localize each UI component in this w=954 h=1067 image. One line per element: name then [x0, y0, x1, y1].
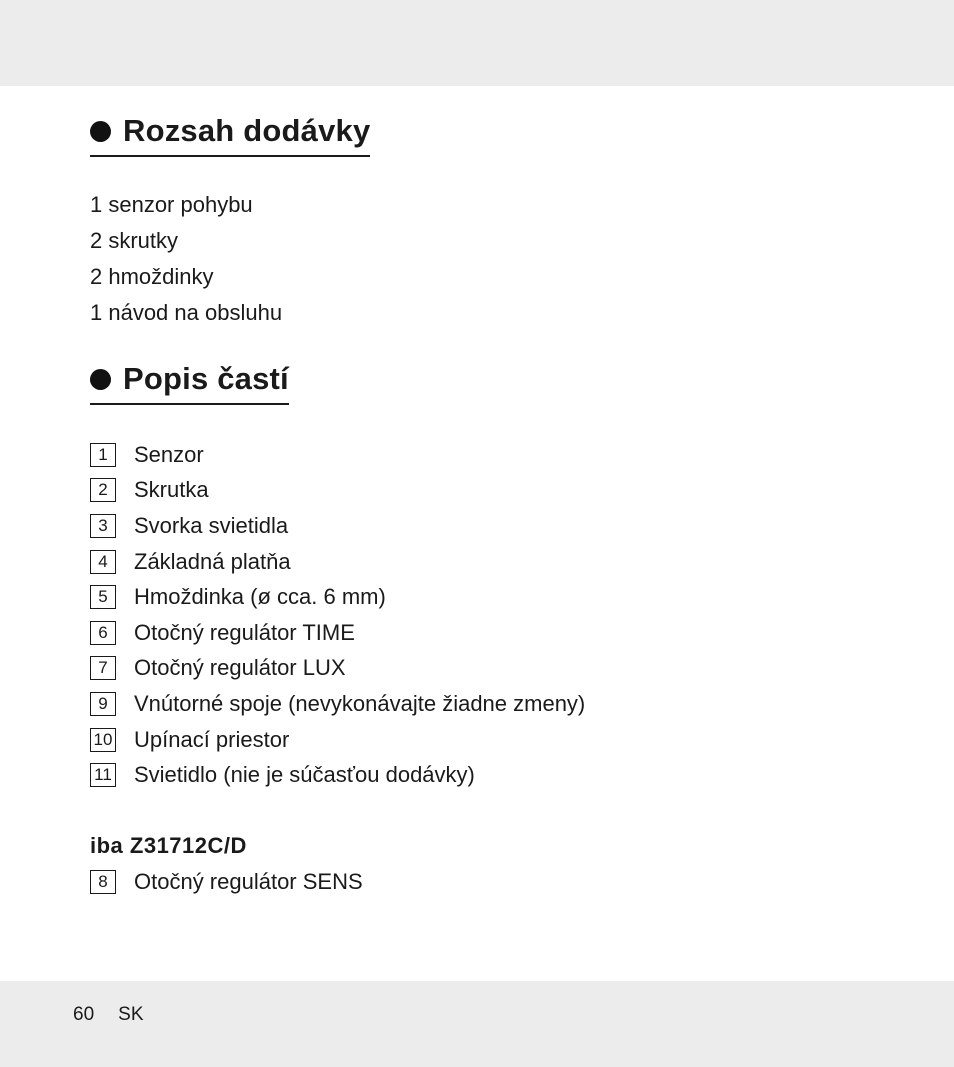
- part-item: [90, 544, 585, 580]
- part-number: 6: [90, 621, 116, 645]
- part-item: [90, 864, 363, 900]
- variant-parts-list: [90, 864, 363, 900]
- bullet-icon: [90, 369, 111, 390]
- footer: [73, 1002, 144, 1028]
- variant-title: iba Z31712C/D: [90, 833, 247, 858]
- header-band: [0, 0, 954, 86]
- parts-heading: [90, 359, 289, 405]
- part-number: 7: [90, 656, 116, 680]
- delivery-title: Rozsah dodávky: [123, 113, 371, 148]
- part-item: [90, 473, 585, 509]
- part-label: Skrutka: [134, 477, 209, 503]
- part-item: [90, 686, 585, 722]
- part-label: Svietidlo (nie je súčasťou dodávky): [134, 762, 475, 788]
- language-code: SK: [118, 1004, 144, 1025]
- part-number: 1: [90, 443, 116, 467]
- bullet-icon: [90, 121, 111, 142]
- part-label: Svorka svietidla: [134, 512, 289, 538]
- part-item: [90, 757, 585, 793]
- part-item: [90, 508, 585, 544]
- part-number: 11: [90, 763, 116, 787]
- part-number: 9: [90, 692, 116, 716]
- part-item: [90, 722, 585, 758]
- part-item: [90, 437, 585, 473]
- part-label: Senzor: [134, 441, 204, 467]
- page-number: 60: [73, 1004, 95, 1025]
- part-item: [90, 579, 585, 615]
- delivery-item: 1 návod na obsluhu: [90, 300, 283, 325]
- part-label: Hmoždinka (ø cca. 6 mm): [134, 584, 386, 610]
- part-label: Vnútorné spoje (nevykonávajte žiadne zmeny): [134, 690, 586, 716]
- delivery-item: 2 hmoždinky: [90, 264, 214, 289]
- delivery-item: 2 skrutky: [90, 228, 179, 253]
- part-number: 8: [90, 870, 116, 894]
- part-label: Otočný regulátor SENS: [134, 868, 363, 894]
- part-number: 3: [90, 514, 116, 538]
- part-item: [90, 651, 585, 687]
- delivery-heading: [90, 111, 370, 157]
- part-label: Základná platňa: [134, 548, 291, 574]
- parts-title: Popis častí: [123, 361, 289, 396]
- part-label: Otočný regulátor LUX: [134, 655, 346, 681]
- parts-list: [90, 437, 585, 793]
- part-label: Otočný regulátor TIME: [134, 619, 355, 645]
- delivery-item: 1 senzor pohybu: [90, 192, 253, 217]
- delivery-list: [90, 187, 282, 331]
- part-number: 10: [90, 728, 116, 752]
- part-number: 4: [90, 550, 116, 574]
- part-label: Upínací priestor: [134, 726, 290, 752]
- part-number: 5: [90, 585, 116, 609]
- part-item: [90, 615, 585, 651]
- part-number: 2: [90, 478, 116, 502]
